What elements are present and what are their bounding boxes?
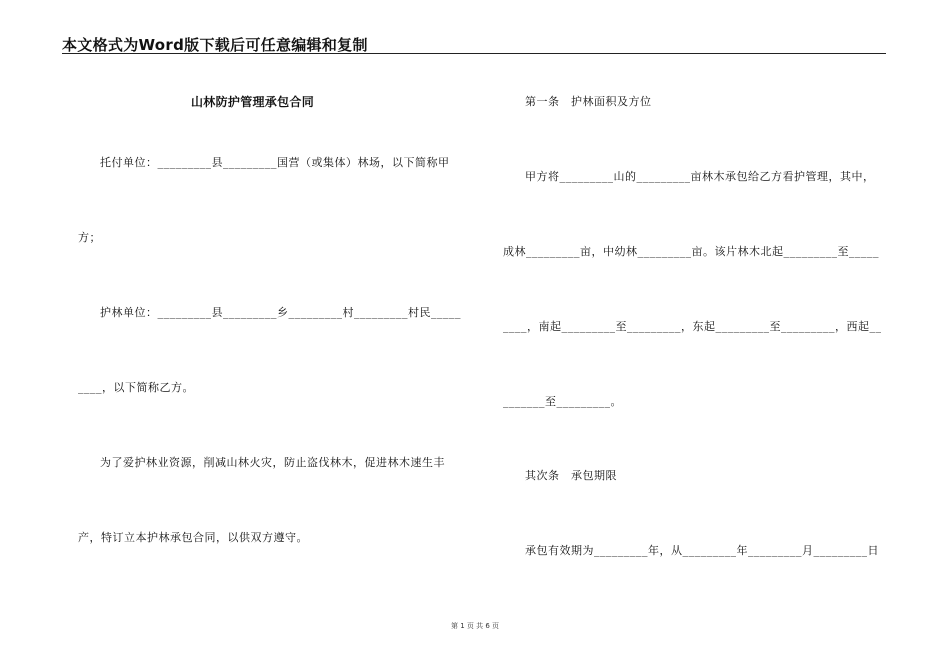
- paragraph-line: 方；: [78, 231, 101, 244]
- paragraph-line: 成林_________亩，中幼林_________亩。该片林木北起_________至_____: [503, 245, 879, 258]
- paragraph-line: 托付单位：_________县_________国营（或集体）林场，以下简称甲: [100, 156, 450, 169]
- contract-title: 山林防护管理承包合同: [191, 95, 315, 109]
- paragraph-line: ____，南起_________至_________，东起_________至_________，西起__: [503, 320, 882, 333]
- page-indicator: 第 1 页 共 6 页: [450, 622, 500, 630]
- paragraph-line: 产，特订立本护林承包合同，以供双方遵守。: [78, 531, 308, 544]
- article-heading: 其次条 承包期限: [525, 469, 617, 482]
- article-heading: 第一条 护林面积及方位: [525, 95, 652, 108]
- document-header: [62, 34, 886, 54]
- paragraph-line: ____，以下简称乙方。: [78, 381, 194, 394]
- header-banner: 本文格式为Word版下载后可任意编辑和复制: [62, 36, 368, 54]
- paragraph-line: 甲方将_________山的_________亩林木承包给乙方看护管理，其中，: [525, 170, 875, 183]
- paragraph-line: _______至_________。: [503, 395, 622, 408]
- paragraph-line: 护林单位：_________县_________乡_________村_________村民_____: [100, 306, 461, 319]
- paragraph-line: 承包有效期为_________年，从_________年_________月_________日: [525, 544, 879, 557]
- paragraph-line: 为了爱护林业资源，削减山林火灾，防止盗伐林木，促进林木速生丰: [100, 456, 445, 469]
